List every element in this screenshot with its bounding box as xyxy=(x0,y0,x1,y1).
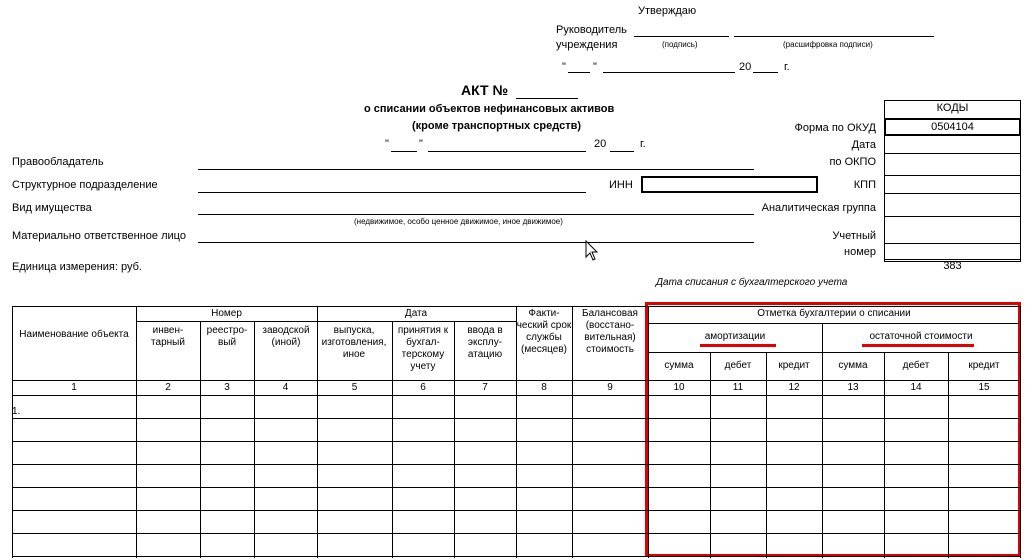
col-number: 12 xyxy=(788,382,800,393)
table-cell[interactable] xyxy=(711,442,766,464)
act-year-prefix: 20 xyxy=(594,138,607,150)
table-cell[interactable] xyxy=(517,488,572,510)
table-cell[interactable] xyxy=(767,419,822,441)
table-cell[interactable] xyxy=(393,511,454,533)
act-subtitle-1: о списании объектов нефинансовых активов xyxy=(364,103,615,115)
col-number: 15 xyxy=(978,382,990,393)
col-number: 2 xyxy=(165,382,171,393)
table-cell[interactable] xyxy=(393,488,454,510)
table-cell[interactable] xyxy=(517,511,572,533)
signature-decode-caption: (расшифровка подписи) xyxy=(783,40,873,49)
table-cell[interactable] xyxy=(885,465,948,487)
col-header-inventory: инвен-тарный xyxy=(151,325,185,348)
table-cell[interactable] xyxy=(949,511,1020,533)
col-number: 11 xyxy=(732,382,744,393)
act-day-line[interactable] xyxy=(391,151,417,152)
col-header-factory: заводской (иной) xyxy=(262,325,310,348)
col-header-sum: сумма xyxy=(838,360,868,371)
col-number: 3 xyxy=(224,382,230,393)
codes-header: КОДЫ xyxy=(936,102,969,114)
first-row-number: 1. xyxy=(12,406,21,417)
table-cell[interactable] xyxy=(711,396,766,418)
col-number: 1 xyxy=(71,382,77,393)
table-cell[interactable] xyxy=(885,534,948,556)
codes-divider xyxy=(884,243,1021,244)
table-cell[interactable] xyxy=(201,465,254,487)
approval-quote-open: " xyxy=(562,61,566,73)
col-header-name: Наименование объекта xyxy=(19,329,129,340)
table-cell[interactable] xyxy=(649,419,710,441)
col-header-residual: остаточной стоимости xyxy=(869,331,973,342)
table-cell[interactable] xyxy=(885,419,948,441)
table-cell[interactable] xyxy=(137,442,200,464)
table-cell[interactable] xyxy=(649,488,710,510)
table-cell[interactable] xyxy=(573,442,648,464)
act-title: АКТ № xyxy=(461,82,509,98)
codes-divider xyxy=(884,175,1021,176)
table-cell[interactable] xyxy=(201,534,254,556)
table-cell[interactable] xyxy=(455,465,516,487)
approval-year-suffix: г. xyxy=(784,61,790,73)
col-header-amortization: амортизации xyxy=(704,331,766,342)
table-cell[interactable] xyxy=(573,511,648,533)
table-cell[interactable] xyxy=(201,396,254,418)
table-cell[interactable] xyxy=(711,465,766,487)
col-header-release: выпуска, изготовления, иное xyxy=(321,325,387,360)
unit-code: 383 xyxy=(943,260,962,272)
table-cell[interactable] xyxy=(393,465,454,487)
responsible-person-field[interactable] xyxy=(198,242,754,243)
table-cell[interactable] xyxy=(201,511,254,533)
signature-decode-line[interactable] xyxy=(734,36,934,37)
approval-year-prefix: 20 xyxy=(739,61,752,73)
act-month-line[interactable] xyxy=(428,151,586,152)
table-cell[interactable] xyxy=(255,534,317,556)
table-cell[interactable] xyxy=(255,465,317,487)
col-number: 7 xyxy=(482,382,488,393)
table-cell[interactable] xyxy=(393,534,454,556)
col-number: 13 xyxy=(847,382,859,393)
table-cell[interactable] xyxy=(455,534,516,556)
table-cell[interactable] xyxy=(318,465,392,487)
approval-month-line[interactable] xyxy=(603,72,735,73)
table-cell[interactable] xyxy=(517,534,572,556)
approval-day-line[interactable] xyxy=(568,72,590,73)
table-cell[interactable] xyxy=(885,488,948,510)
owner-field[interactable] xyxy=(198,169,754,170)
inn-label: ИНН xyxy=(609,179,633,191)
col-number: 5 xyxy=(351,382,358,393)
table-cell[interactable] xyxy=(885,396,948,418)
table-cell[interactable] xyxy=(767,534,822,556)
kpp-label: КПП xyxy=(853,179,876,191)
table-cell[interactable] xyxy=(318,442,392,464)
codes-divider xyxy=(884,216,1021,217)
col-header-sum: сумма xyxy=(664,360,694,371)
table-cell[interactable] xyxy=(885,442,948,464)
table-grid-line xyxy=(136,321,516,322)
table-cell[interactable] xyxy=(201,419,254,441)
table-cell[interactable] xyxy=(823,442,884,464)
act-subtitle-2: (кроме транспортных средств) xyxy=(412,120,582,132)
act-quote-close: " xyxy=(419,138,423,150)
table-cell[interactable] xyxy=(949,419,1020,441)
table-cell[interactable] xyxy=(13,534,136,556)
col-number: 8 xyxy=(541,382,547,393)
col-number: 10 xyxy=(673,382,685,393)
analytic-group-label: Аналитическая группа xyxy=(761,202,876,214)
property-type-caption: (недвижимое, особо ценное движимое, иное движимое) xyxy=(354,217,563,226)
table-cell[interactable] xyxy=(455,442,516,464)
table-cell[interactable] xyxy=(823,465,884,487)
table-cell[interactable] xyxy=(767,488,822,510)
table-cell[interactable] xyxy=(711,511,766,533)
col-number: 6 xyxy=(420,382,426,393)
act-year-line[interactable] xyxy=(610,151,634,152)
table-cell[interactable] xyxy=(255,442,317,464)
table-cell[interactable] xyxy=(517,396,572,418)
table-cell[interactable] xyxy=(455,396,516,418)
head-label: Руководитель xyxy=(556,24,627,36)
act-number-line[interactable] xyxy=(516,98,578,99)
table-cell[interactable] xyxy=(201,442,254,464)
col-header-accounting-mark: Отметка бухгалтерии о списании xyxy=(757,308,911,319)
table-cell[interactable] xyxy=(949,396,1020,418)
col-header-service-life: Факти-ческий срок службы (месяцев) xyxy=(516,308,572,355)
account-number-label-1: Учетный xyxy=(832,230,876,242)
institution-label: учреждения xyxy=(556,39,618,51)
table-cell[interactable] xyxy=(13,488,136,510)
table-cell[interactable] xyxy=(711,534,766,556)
table-cell[interactable] xyxy=(885,511,948,533)
table-cell[interactable] xyxy=(573,488,648,510)
col-header-debit: дебет xyxy=(724,360,752,371)
table-grid-line xyxy=(648,323,1020,324)
table-cell[interactable] xyxy=(455,488,516,510)
table-cell[interactable] xyxy=(949,442,1020,464)
signature-caption: (подпись) xyxy=(662,40,698,49)
date-label: Дата xyxy=(851,139,876,151)
table-cell[interactable] xyxy=(711,419,766,441)
responsible-person-label: Материально ответственное лицо xyxy=(12,230,186,242)
table-cell[interactable] xyxy=(255,511,317,533)
col-header-credit: кредит xyxy=(968,360,1000,371)
table-cell[interactable] xyxy=(318,419,392,441)
approval-year-line[interactable] xyxy=(753,72,778,73)
inn-field[interactable] xyxy=(641,176,818,193)
mouse-cursor-icon xyxy=(585,240,599,262)
table-cell[interactable] xyxy=(255,419,317,441)
table-cell[interactable] xyxy=(318,488,392,510)
table-cell[interactable] xyxy=(137,419,200,441)
col-header-debit: дебет xyxy=(902,360,930,371)
table-cell[interactable] xyxy=(393,419,454,441)
col-header-balance: Балансовая (восстано-вительная) стоимость xyxy=(582,308,638,355)
okud-value: 0504104 xyxy=(931,121,974,133)
table-grid-line xyxy=(648,352,1020,353)
okud-label: Форма по ОКУД xyxy=(794,122,876,134)
table-cell[interactable] xyxy=(318,511,392,533)
table-cell[interactable] xyxy=(201,488,254,510)
codes-divider xyxy=(884,193,1021,194)
act-quote-open: " xyxy=(385,138,389,150)
table-cell[interactable] xyxy=(767,511,822,533)
col-header-number: Номер xyxy=(211,308,242,319)
table-cell[interactable] xyxy=(649,534,710,556)
account-number-label-2: номер xyxy=(844,246,876,258)
table-cell[interactable] xyxy=(137,396,200,418)
table-cell[interactable] xyxy=(573,465,648,487)
table-cell[interactable] xyxy=(573,419,648,441)
table-cell[interactable] xyxy=(823,419,884,441)
table-cell[interactable] xyxy=(137,534,200,556)
okpo-label: по ОКПО xyxy=(829,156,876,168)
table-cell[interactable] xyxy=(13,419,136,441)
col-number: 4 xyxy=(282,382,289,393)
col-header-accept: принятия к бухгал-терскому учету xyxy=(397,325,449,372)
col-header-credit: кредит xyxy=(778,360,810,371)
property-type-label: Вид имущества xyxy=(12,202,92,214)
table-cell[interactable] xyxy=(823,534,884,556)
table-cell[interactable] xyxy=(767,396,822,418)
table-cell[interactable] xyxy=(573,396,648,418)
table-cell[interactable] xyxy=(318,534,392,556)
col-header-registry: реестро-вый xyxy=(206,325,248,348)
table-cell[interactable] xyxy=(455,419,516,441)
table-cell[interactable] xyxy=(137,511,200,533)
table-cell[interactable] xyxy=(13,465,136,487)
table-cell[interactable] xyxy=(823,488,884,510)
table-cell[interactable] xyxy=(573,534,648,556)
signature-line[interactable] xyxy=(634,36,729,37)
approve-label: Утверждаю xyxy=(638,5,697,17)
owner-label: Правообладатель xyxy=(12,156,104,168)
col-number: 14 xyxy=(910,382,922,393)
table-cell[interactable] xyxy=(649,511,710,533)
col-header-commission: ввода в эксплу-атацию xyxy=(467,325,503,360)
codes-divider xyxy=(884,153,1021,154)
table-cell[interactable] xyxy=(711,488,766,510)
table-cell[interactable] xyxy=(823,396,884,418)
table-cell[interactable] xyxy=(137,488,200,510)
approval-quote-close: " xyxy=(593,61,597,73)
act-year-suffix: г. xyxy=(640,138,646,150)
table-cell[interactable] xyxy=(649,465,710,487)
table-cell[interactable] xyxy=(13,396,136,418)
table-cell[interactable] xyxy=(13,442,136,464)
writeoff-date-label: Дата списания с бухгалтерского учета xyxy=(656,277,848,288)
table-cell[interactable] xyxy=(455,511,516,533)
property-type-field[interactable] xyxy=(198,214,754,215)
table-cell[interactable] xyxy=(13,511,136,533)
table-cell[interactable] xyxy=(255,396,317,418)
structural-unit-label: Структурное подразделение xyxy=(12,179,158,191)
table-cell[interactable] xyxy=(393,396,454,418)
table-grid-line xyxy=(1020,306,1021,558)
table-cell[interactable] xyxy=(949,488,1020,510)
table-cell[interactable] xyxy=(318,396,392,418)
table-cell[interactable] xyxy=(517,442,572,464)
table-cell[interactable] xyxy=(393,442,454,464)
table-cell[interactable] xyxy=(255,488,317,510)
table-cell[interactable] xyxy=(137,465,200,487)
table-cell[interactable] xyxy=(823,511,884,533)
unit-label: Единица измерения: руб. xyxy=(12,261,142,273)
table-cell[interactable] xyxy=(649,442,710,464)
table-cell[interactable] xyxy=(767,465,822,487)
table-cell[interactable] xyxy=(517,465,572,487)
col-header-date: Дата xyxy=(404,308,428,319)
col-number: 9 xyxy=(607,382,613,393)
table-cell[interactable] xyxy=(949,534,1020,556)
structural-unit-field[interactable] xyxy=(198,192,586,193)
table-cell[interactable] xyxy=(767,442,822,464)
table-cell[interactable] xyxy=(949,465,1020,487)
table-cell[interactable] xyxy=(649,396,710,418)
table-cell[interactable] xyxy=(517,419,572,441)
